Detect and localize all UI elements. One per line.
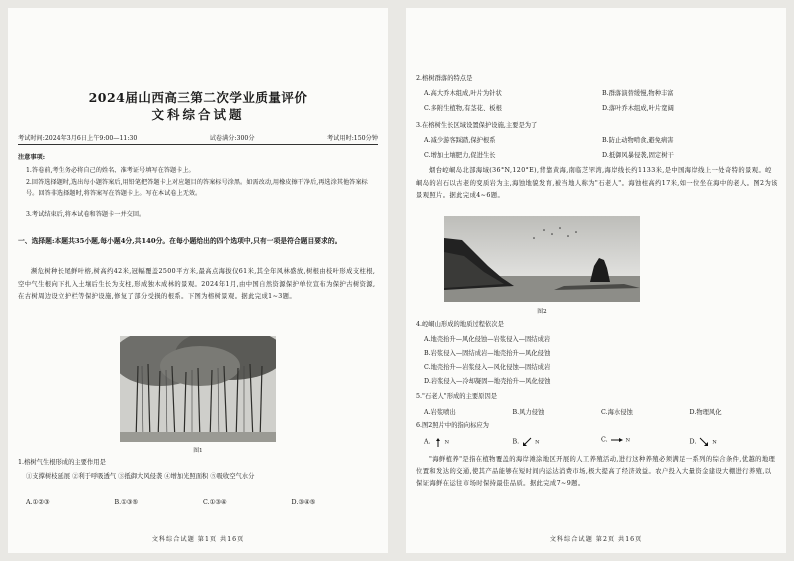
q5-options — [424, 407, 778, 416]
q4-option-a[interactable]: A.地壳抬升—风化侵蚀—岩浆侵入—固结成岩 — [424, 336, 551, 343]
passage-3: "海鲜植养"是指在植物覆盖的海岸滩涂地区开展的人工养殖活动,进行这种养殖必须满足一系列的综合条件,优越的地理位置和发达的交通,使其产品能够在短时间内运达消费市场,极大提高了经济效益。农户投入大量资金建设大棚进行养殖,以保证海鲜在运往市场时保持最佳品质。据此完成7~9题。 — [416, 456, 776, 488]
section-heading: 一、选择题:本题共35小题,每小题4分,共140分。在每小题给出的四个选项中,只有一项是符合题目要求的。 — [18, 237, 342, 245]
q1-stem: 1.榕树气生根形成的主要作用是 — [18, 459, 106, 466]
q1-items: ①支撑树枝延展 ②利于呼吸透气 ③抵御大风侵袭 ④增加光照面积 ⑤吸收空气水分 — [26, 473, 255, 480]
q6-option-d-label: D. — [689, 438, 697, 446]
q6-option-a[interactable] — [424, 436, 513, 448]
exam-info-bar — [18, 133, 378, 145]
right-page — [406, 8, 786, 553]
north-arrow-down-left-icon — [521, 436, 533, 448]
q6-b-north-label: N — [535, 439, 540, 446]
q1-option-c[interactable]: C.①③④ — [203, 499, 227, 506]
q2-option-a[interactable]: A.高大乔木组成,叶片为针状 — [424, 90, 502, 97]
notice-3: 3.考试结束后,将本试卷和答题卡一并交回。 — [26, 211, 146, 218]
q5-stem: 5."石老人"形成的主要原因是 — [416, 393, 498, 400]
q4-stem: 4.崆峒山形成的地质过程依次是 — [416, 321, 504, 328]
exam-duration: 考试用时:150分钟 — [326, 135, 378, 142]
q6-option-b-label: B. — [512, 438, 520, 446]
left-footer: 文科综合试题 第1页 共16页 — [151, 536, 245, 543]
q2-stem: 2.榕树群落的特点是 — [416, 75, 473, 82]
notice-title: 注意事项: — [18, 154, 46, 161]
notice-1: 1.答卷前,考生务必将自己的姓名、准考证号填写在答题卡上。 — [26, 167, 195, 174]
q2-option-b[interactable]: B.群落演替缓慢,物种丰富 — [602, 90, 674, 97]
q3-option-b[interactable]: B.防止动物啃食,避免病害 — [602, 137, 674, 144]
q6-option-b[interactable] — [513, 436, 602, 448]
q6-a-north-label: N — [444, 439, 449, 446]
passage-1: 濒危树种长尾鲜叶榕,树高约42米,冠幅覆盖2500平方米,最高点海拔仅61米,其全年风林盛放,树根由枝叶形成支柱根,空中气生根向下扎入土壤后生长为支柱,形成独木成林的景观。2024年1月,由中国自然资源保护单位宣布为保护古树资源,在古树周边设立护栏等保护设施,修复了部分受损的根系。下图为榕树景观。据此完成1~3题。 — [18, 268, 376, 301]
north-arrow-down-right-icon — [698, 436, 710, 448]
q1-options — [26, 499, 380, 506]
q4-option-d[interactable]: D.岩浆侵入—冷却凝固—地壳抬升—风化侵蚀 — [424, 378, 551, 385]
q6-option-c[interactable] — [601, 436, 690, 448]
q3-stem: 3.在榕树生长区域设置保护设施,主要是为了 — [416, 122, 538, 129]
q5-option-d[interactable]: D.物理风化 — [689, 409, 722, 416]
figure-2-caption: 图2 — [537, 309, 547, 315]
figure-1-caption: 图1 — [193, 448, 203, 454]
banyan-tree-photo — [120, 336, 276, 442]
north-arrow-up-icon — [433, 436, 443, 448]
q3-option-d[interactable]: D.抵御风暴侵袭,固定树干 — [602, 152, 674, 159]
q6-d-north-label: N — [712, 439, 717, 446]
exam-time: 考试时间:2024年3月6日上午9:00—11:30 — [18, 135, 138, 142]
exam-title: 2024届山西高三第二次学业质量评价 — [88, 90, 308, 105]
sea-stack-photo — [444, 216, 640, 302]
left-page — [8, 8, 388, 553]
q1-option-d[interactable]: D.③④⑤ — [291, 499, 316, 506]
q6-options — [424, 436, 778, 448]
q6-c-north-label: N — [625, 437, 631, 444]
q1-option-a[interactable]: A.①②③ — [26, 499, 50, 506]
q4-option-b[interactable]: B.岩浆侵入—固结成岩—地壳抬升—风化侵蚀 — [424, 350, 551, 357]
q6-stem: 6.图2照片中的指向标应为 — [416, 422, 489, 429]
exam-subtitle: 文科综合试题 — [151, 107, 245, 122]
q5-option-a[interactable]: A.岩浆喷出 — [424, 409, 456, 416]
right-footer: 文科综合试题 第2页 共16页 — [549, 536, 643, 543]
north-arrow-right-icon — [610, 436, 624, 444]
q2-option-c[interactable]: C.多附生植物,有茎花、板根 — [424, 105, 502, 112]
exam-score: 试卷满分:300分 — [209, 135, 255, 142]
q5-option-b[interactable]: B.风力侵蚀 — [512, 409, 545, 416]
q1-option-b[interactable]: B.①③⑤ — [114, 499, 139, 506]
q6-option-d[interactable] — [690, 436, 779, 448]
notice-2: 2.回答选择题时,选出每小题答案后,用铅笔把答题卡上对应题目的答案标号涂黑。如需改动,用橡皮擦干净后,再选涂其他答案标号。回答非选择题时,将答案写在答题卡上。写在本试卷上无效。 — [26, 179, 368, 197]
q2-option-d[interactable]: D.落叶乔木组成,叶片宽阔 — [602, 105, 674, 112]
q6-option-a-label: A. — [424, 438, 431, 446]
q4-option-c[interactable]: C.地壳抬升—岩浆侵入—风化侵蚀—固结成岩 — [424, 364, 551, 371]
q6-option-c-label: C. — [601, 436, 608, 444]
q3-option-a[interactable]: A.减少游客踩踏,保护根系 — [424, 137, 496, 144]
passage-2: 烟台崆峒岛北部海域(36°N,120°E),背靠黄海,南临芝罘湾,海岸线长约1133米,是中国海岸线上一处奇特的景观。崆峒岛的岩石以古老的变质岩为主,海蚀地貌发育,被当地人称为"石老人"。海蚀柱高约17米,如一位坐在海中的老人。图2为该景观照片。据此完成4~6题。 — [416, 167, 778, 200]
q3-option-c[interactable]: C.增加土壤肥力,促进生长 — [424, 152, 496, 159]
q5-option-c[interactable]: C.海水侵蚀 — [601, 409, 633, 416]
